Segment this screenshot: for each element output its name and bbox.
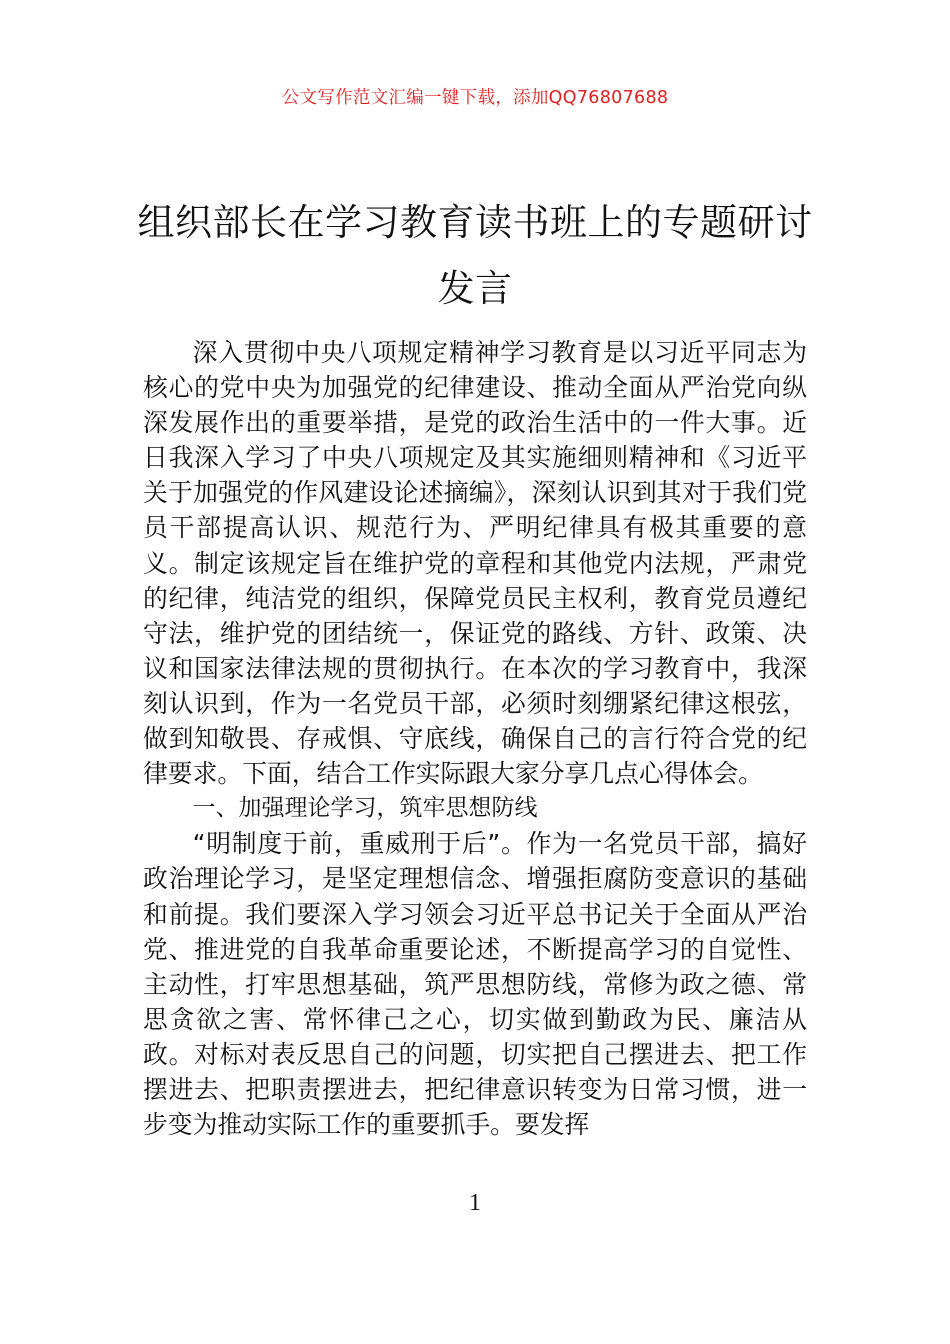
download-notice: 公文写作范文汇编一键下载，添加QQ76807688 — [281, 88, 669, 108]
section-1-paragraph: “明制度于前，重威刑于后”。作为一名党员干部，搞好政治理论学习，是坚定理想信念、增强拒腐防变意识的基础和前提。我们要深入学习领会习近平总书记关于全面从严治党、推进党的自我革命重要论述，不断提高学习的自觉性、主动性，打牢思想基础，筑严思想防线，常修为政之德、常思贪欲之害、常怀律己之心，切实做到勤政为民、廉洁从政。对标对表反思自己的问题，切实把自己摆进去、把工作摆进去、把职责摆进去，把纪律意识转变为日常习惯，进一步变为推动实际工作的重要抓手。要发挥 — [143, 829, 807, 1140]
document-title: 组织部长在学习教育读书班上的专题研讨发言 — [137, 200, 813, 310]
document-body — [143, 335, 807, 1142]
intro-paragraph: 深入贯彻中央八项规定精神学习教育是以习近平同志为核心的党中央为加强党的纪律建设、推动全面从严治党向纵深发展作出的重要举措，是党的政治生活中的一件大事。近日我深入学习了中央八项规定及其实施细则精神和《习近平关于加强党的作风建设论述摘编》，深刻认识到其对于我们党员干部提高认识、规范行为、严明纪律具有极其重要的意义。制定该规定旨在维护党的章程和其他党内法规，严肃党的纪律，纯洁党的组织，保障党员民主权利，教育党员遵纪守法，维护党的团结统一，保证党的路线、方针、政策、决议和国家法律法规的贯彻执行。在本次的学习教育中，我深刻认识到，作为一名党员干部，必须时刻绷紧纪律这根弦，做到知敬畏、存戒惧、守底线，确保自己的言行符合党的纪律要求。下面，结合工作实际跟大家分享几点心得体会。 — [143, 338, 807, 789]
section-heading-1: 一、加强理论学习，筑牢思想防线 — [192, 795, 538, 822]
page-number: 1 — [469, 1190, 481, 1216]
